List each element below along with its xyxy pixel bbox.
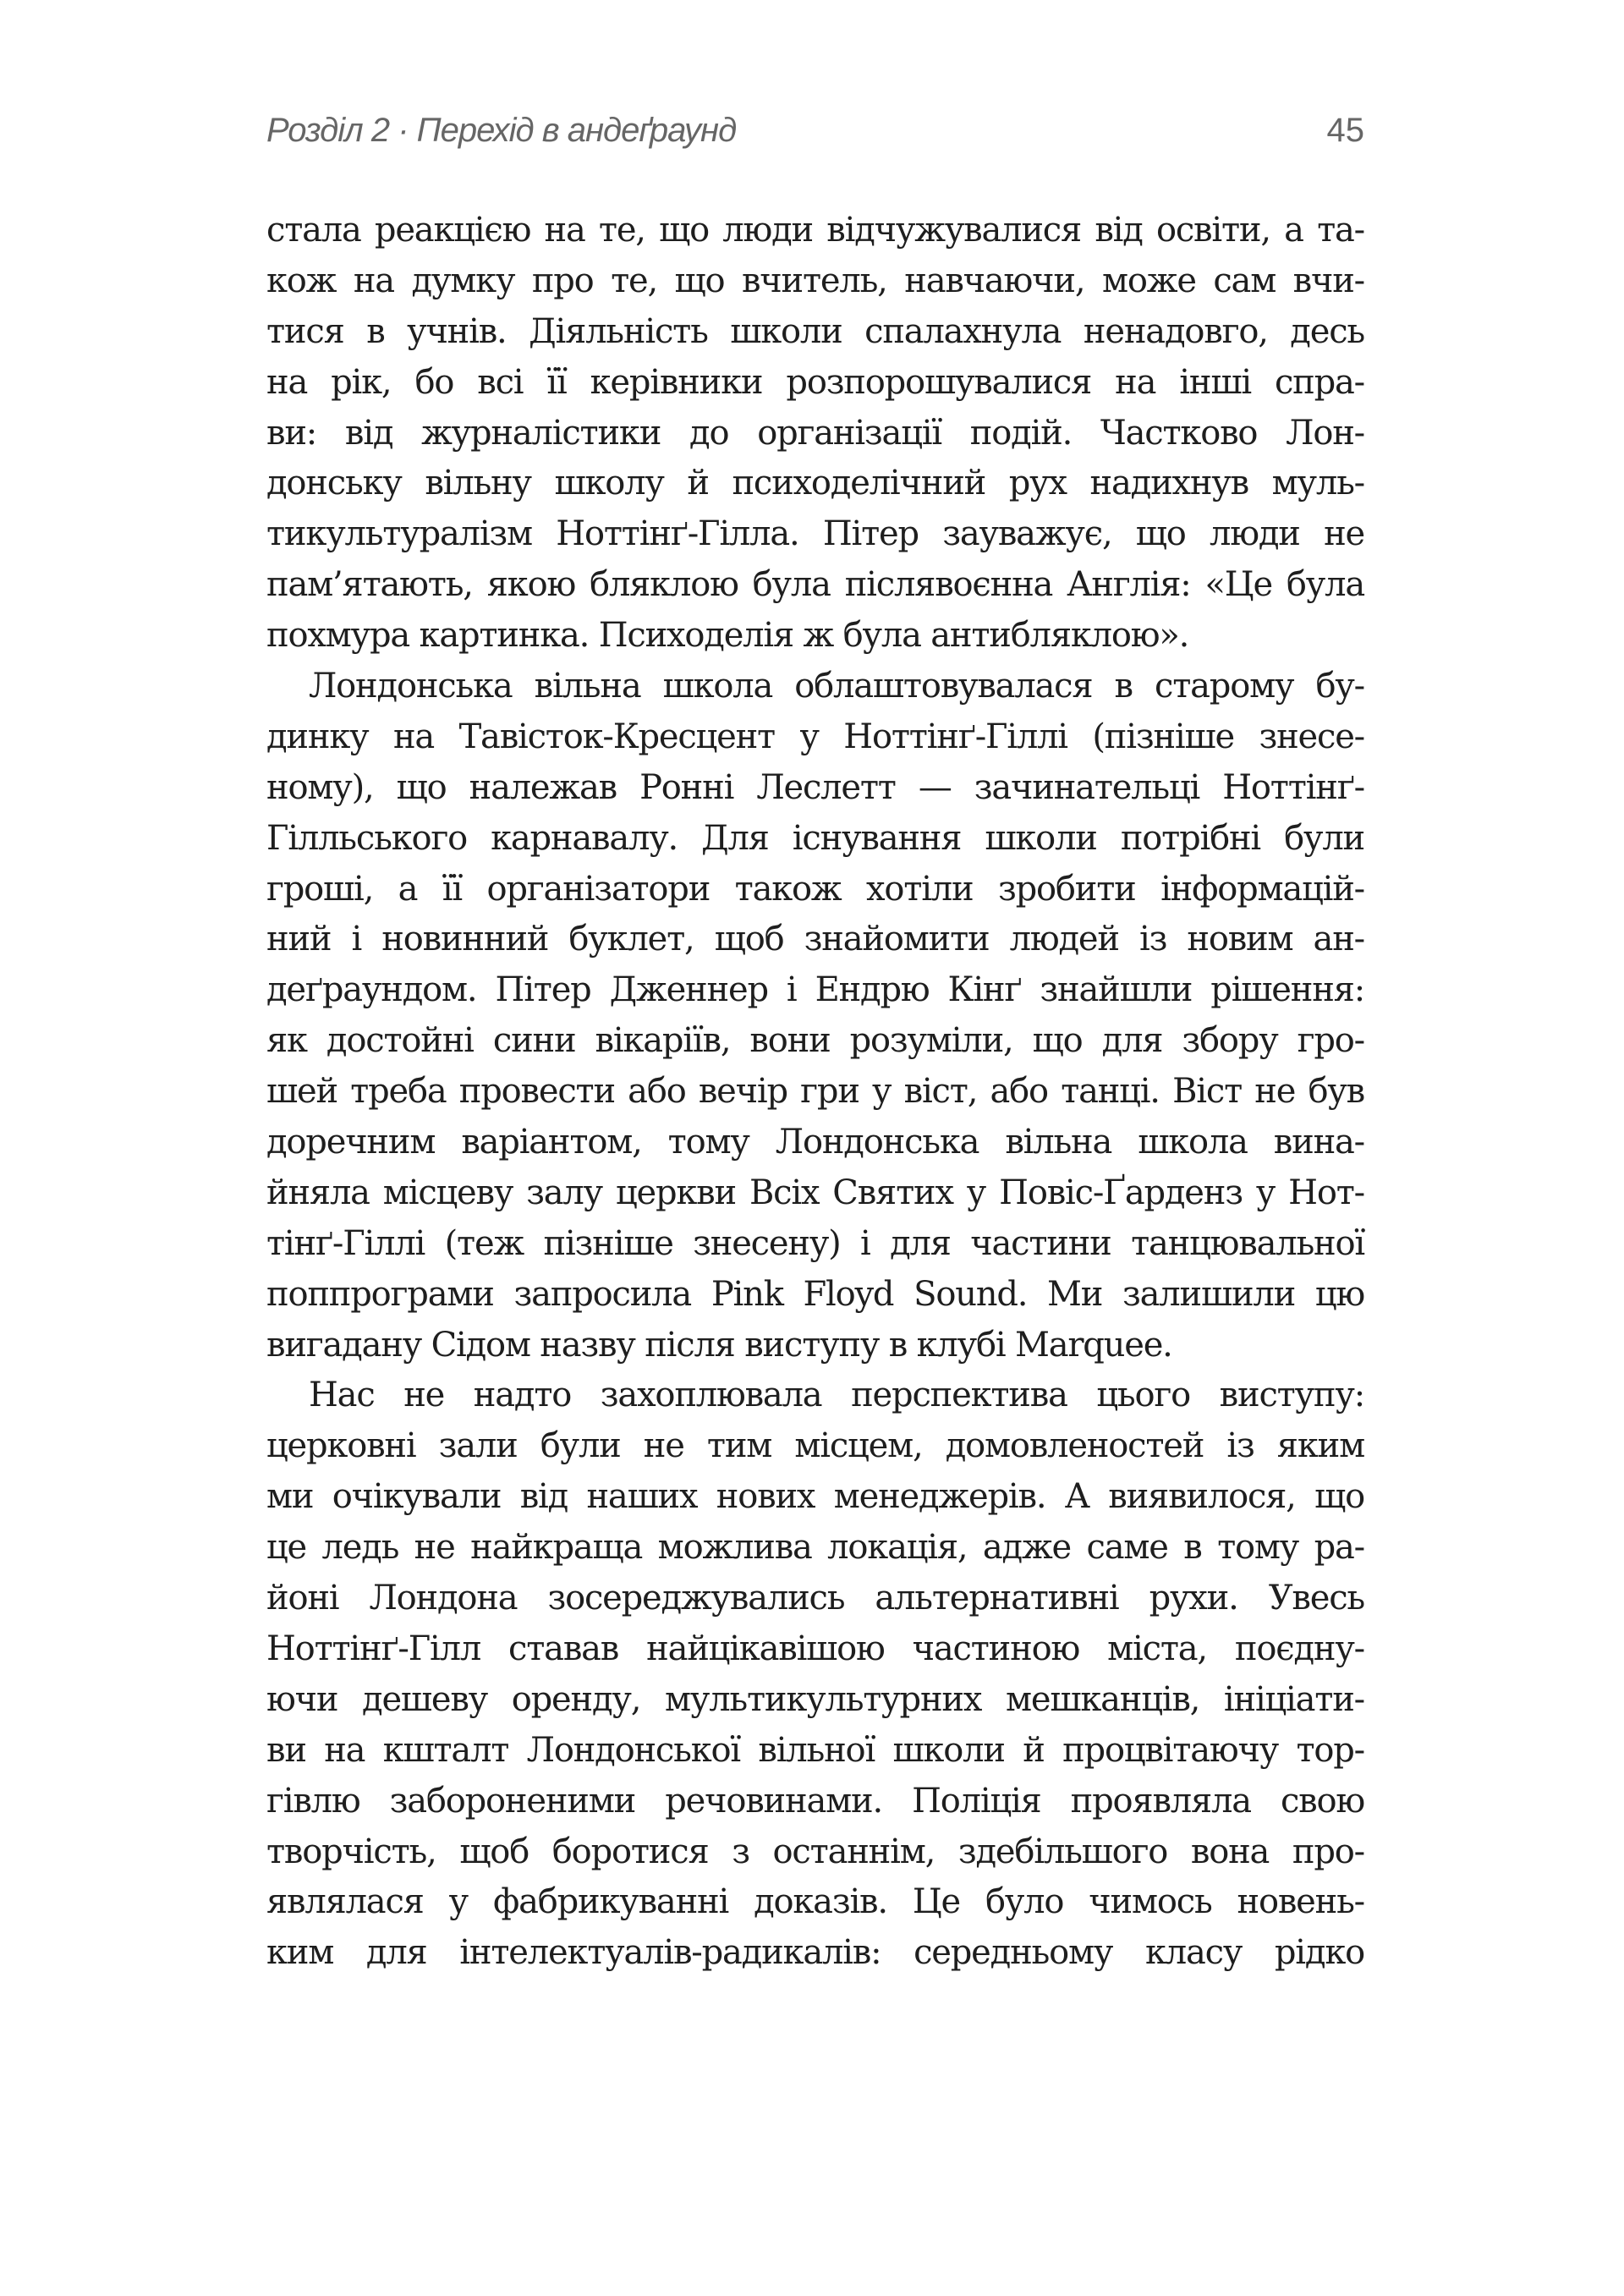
- text-line: ний і новинний буклет, щоб знайомити людей із новим ан-: [266, 920, 1364, 959]
- paragraph: [266, 662, 1364, 1370]
- text-line: гівлю забороненими речовинами. Поліція проявляла свою: [266, 1781, 1364, 1821]
- running-title: Розділ 2 · Перехід в андеґраунд: [266, 112, 737, 149]
- text-line: Гілльського карнавалу. Для існування школи потрібні були: [266, 818, 1364, 858]
- text-line: ким для інтелектуалів-радикалів: середньому класу рідко: [266, 1933, 1364, 1973]
- paragraph: [266, 206, 1364, 662]
- text-line: донську вільну школу й психоделічний рух надихнув муль-: [266, 464, 1364, 503]
- text-line: Лондонська вільна школа облаштовувалася в старому бу-: [309, 667, 1364, 706]
- text-line: кож на думку про те, що вчитель, навчаючи, може сам вчи-: [266, 261, 1364, 300]
- text-line: церковні зали були не тим місцем, домовленостей із яким: [266, 1426, 1364, 1466]
- text-line: вигадану Сідом назву після виступу в клубі Marquee.: [266, 1325, 1172, 1365]
- text-line: ми очікували від наших нових менеджерів. А виявилося, що: [266, 1477, 1364, 1517]
- text-line: пам’ятають, якою бляклою була післявоєнна Англія: «Це була: [266, 565, 1364, 605]
- text-line: стала реакцією на те, що люди відчужувалися від освіти, а та-: [266, 211, 1364, 250]
- text-line: ви: від журналістики до організації подій. Частково Лон-: [266, 413, 1364, 453]
- text-line: поппрограми запросила Pink Floyd Sound. Ми залишили цю: [266, 1274, 1364, 1314]
- text-line: деґраундом. Пітер Дженнер і Ендрю Кінґ знайшли рішення:: [266, 970, 1364, 1010]
- running-header: [266, 112, 1364, 162]
- text-line: являлася у фабрикуванні доказів. Це було чимось новень-: [266, 1882, 1364, 1922]
- text-line: ви на кшталт Лондонської вільної школи й процвітаючу тор-: [266, 1730, 1364, 1770]
- text-line: ючи дешеву оренду, мультикультурних мешканців, ініціати-: [266, 1679, 1364, 1719]
- text-line: шей треба провести або вечір гри у віст, або танці. Віст не був: [266, 1072, 1364, 1112]
- text-line: творчість, щоб боротися з останнім, здебільшого вона про-: [266, 1832, 1364, 1871]
- text-line: гроші, а її організатори також хотіли зробити інформацій-: [266, 869, 1364, 909]
- text-line: Ноттінґ-Гілл ставав найцікавішою частиною міста, поєдну-: [266, 1629, 1364, 1668]
- text-line: ному), що належав Ронні Леслетт — зачинательці Ноттінґ-: [266, 767, 1364, 807]
- text-line: йняла місцеву залу церкви Всіх Святих у Повіс-Ґарденз у Нот-: [266, 1173, 1364, 1212]
- text-line: тінґ-Гіллі (теж пізніше знесену) і для частини танцювальної: [266, 1223, 1364, 1263]
- paragraph: [266, 1370, 1364, 1979]
- text-line: на рік, бо всі її керівники розпорошувалися на інші спра-: [266, 362, 1364, 402]
- text-line: Нас не надто захоплювала перспектива цього виступу:: [309, 1376, 1364, 1415]
- text-line: динку на Тавісток-Кресцент у Ноттінґ-Гіллі (пізніше знесе-: [266, 717, 1364, 756]
- page-number: 45: [1326, 112, 1364, 149]
- text-line: як достойні сини вікаріїв, вони розуміли, що для збору гро-: [266, 1021, 1364, 1061]
- text-line: доречним варіантом, тому Лондонська вільна школа вина-: [266, 1123, 1364, 1162]
- text-line: йоні Лондона зосереджувались альтернативні рухи. Увесь: [266, 1579, 1364, 1618]
- text-line: тися в учнів. Діяльність школи спалахнула ненадовго, десь: [266, 311, 1364, 351]
- text-line: похмура картинка. Психоделія ж була антибляклою».: [266, 616, 1189, 656]
- text-line: це ледь не найкраща можлива локація, адже саме в тому ра-: [266, 1528, 1364, 1568]
- text-line: тикультуралізм Ноттінґ-Гілла. Пітер зауважує, що люди не: [266, 514, 1364, 554]
- page-body: [266, 206, 1364, 1979]
